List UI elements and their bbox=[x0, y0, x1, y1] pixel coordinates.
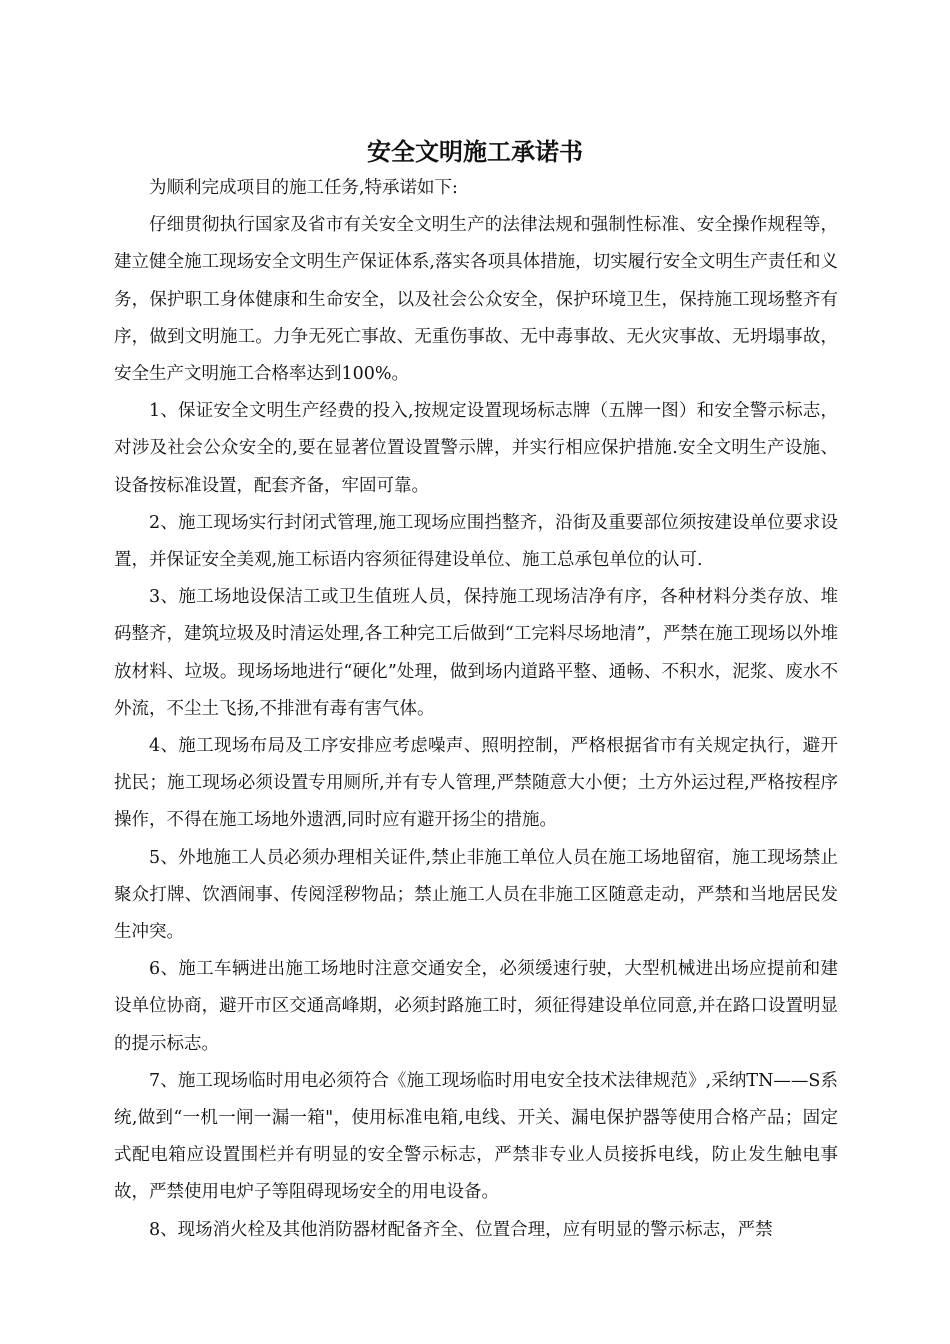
paragraph-item-4: 4、施工现场布局及工序安排应考虑噪声、照明控制，严格根据省市有关规定执行，避开扰民；施工现场必须设置专用厕所,并有专人管理,严禁随意大小便；土方外运过程,严格按程序操作，不得在施工场地外遗洒,同时应有避开扬尘的措施。 bbox=[114, 736, 838, 831]
paragraph-item-1: 1、保证安全文明生产经费的投入,按规定设置现场标志牌（五牌一图）和安全警示标志，对涉及社会公众安全的,要在显著位置设置警示牌，并实行相应保护措施.安全文明生产设施、设备按标准设置，配套齐备，牢固可靠。 bbox=[114, 401, 838, 496]
document-body bbox=[114, 170, 838, 1249]
paragraph-commitment: 仔细贯彻执行国家及省市有关安全文明生产的法律法规和强制性标准、安全操作规程等，建立健全施工现场安全文明生产保证体系,落实各项具体措施，切实履行安全文明生产责任和义务，保护职工身体健康和生命安全，以及社会公众安全，保护环境卫生，保持施工现场整齐有序，做到文明施工。力争无死亡事故、无重伤事故、无中毒事故、无火灾事故、无坍塌事故，安全生产文明施工合格率达到100%。 bbox=[114, 215, 838, 385]
paragraph-intro: 为顺利完成项目的施工任务,特承诺如下: bbox=[149, 178, 458, 198]
paragraph-item-6: 6、施工车辆进出施工场地时注意交通安全，必须缓速行驶，大型机械进出场应提前和建设单位协商，避开市区交通高峰期，必须封路施工时，须征得建设单位同意,并在路口设置明显的提示标志。 bbox=[114, 959, 838, 1054]
paragraph-item-7: 7、施工现场临时用电必须符合《施工现场临时用电安全技术法律规范》,采纳TN——S系统,做到“一机一闸一漏一箱"，使用标准电箱,电线、开关、漏电保护器等使用合格产品；固定式配电箱应设置围栏并有明显的安全警示标志，严禁非专业人员接拆电线，防止发生触电事故，严禁使用电炉子等阻碍现场安全的用电设备。 bbox=[114, 1070, 838, 1203]
paragraph-item-8: 8、现场消火栓及其他消防器材配备齐全、位置合理，应有明显的警示标志，严禁 bbox=[149, 1219, 773, 1240]
paragraph-item-2: 2、施工现场实行封闭式管理,施工现场应围挡整齐，沿街及重要部位须按建设单位要求设置，并保证安全美观,施工标语内容须征得建设单位、施工总承包单位的认可. bbox=[114, 512, 838, 571]
paragraph-item-3: 3、施工场地设保洁工或卫生值班人员，保持施工现场洁净有序，各种材料分类存放、堆码整齐，建筑垃圾及时清运处理,各工种完工后做到“工完料尽场地清”，严禁在施工现场以外堆放材料、垃圾。现场场地进行“硬化”处理，做到场内道路平整、通畅、不积水，泥浆、废水不外流，不尘土飞扬,不排泄有毒有害气体。 bbox=[114, 587, 838, 719]
paragraph-item-5: 5、外地施工人员必须办理相关证件,禁止非施工单位人员在施工场地留宿，施工现场禁止聚众打牌、饮酒闹事、传阅淫秽物品；禁止施工人员在非施工区随意走动，严禁和当地居民发生冲突。 bbox=[114, 847, 838, 943]
document-title: 安全文明施工承诺书 bbox=[367, 137, 583, 166]
